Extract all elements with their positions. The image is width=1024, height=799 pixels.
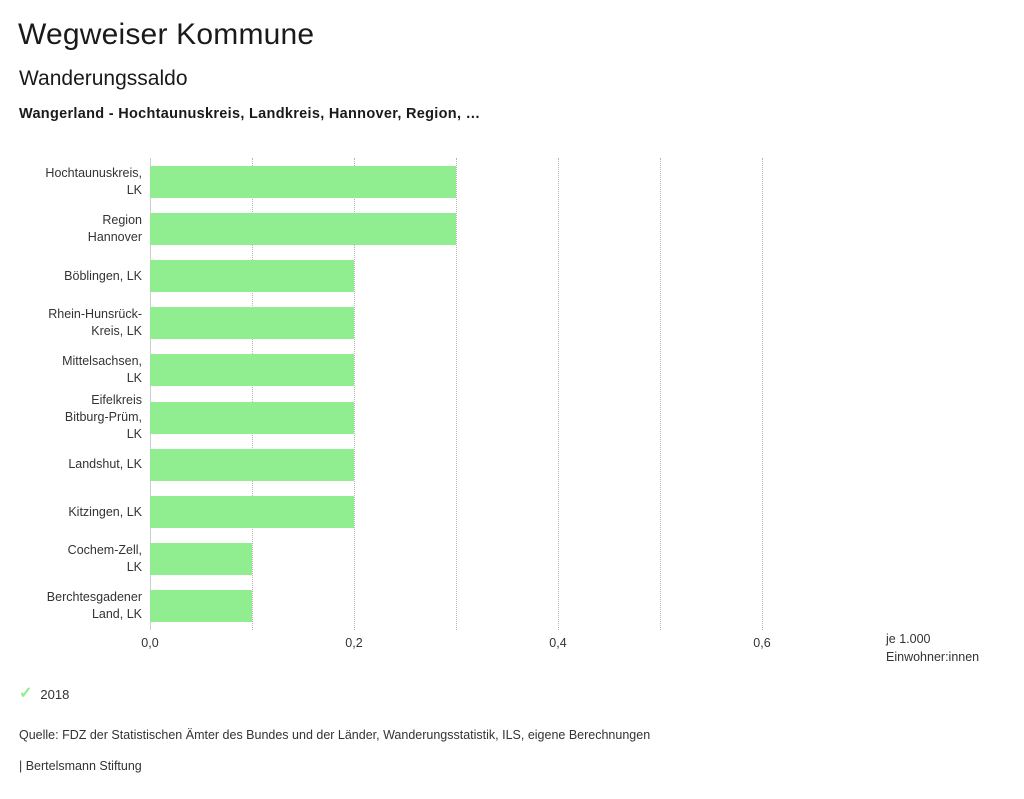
bar[interactable]: [150, 496, 354, 528]
category-label-line: Eifelkreis: [91, 393, 142, 408]
x-axis-tick-label: 0,6: [753, 636, 771, 650]
gridline: [558, 158, 559, 630]
organisation-note: | Bertelsmann Stiftung: [19, 759, 142, 773]
source-note: Quelle: FDZ der Statistischen Ämter des Bundes und der Länder, Wanderungsstatistik, ILS, eigene Berechnungen: [19, 728, 651, 742]
bar[interactable]: [150, 543, 252, 575]
category-label-line: Kitzingen, LK: [68, 504, 142, 519]
chart-subtitle: Wanderungssaldo: [19, 67, 188, 90]
bar[interactable]: [150, 402, 354, 434]
axis-unit-line2: Einwohner:innen: [886, 650, 980, 664]
category-label-line: Region: [102, 212, 142, 227]
chart-caption: Wangerland - Hochtaunuskreis, Landkreis, Hannover, Region, …: [19, 106, 481, 122]
category-label-line: Berchtesgadener: [46, 590, 142, 605]
x-axis-tick-label: 0,0: [141, 636, 159, 650]
category-label-line: Mittelsachsen,: [62, 354, 142, 369]
x-axis-tick-label: 0,4: [549, 636, 567, 650]
category-label-line: Land, LK: [91, 607, 142, 622]
category-label-line: LK: [126, 560, 142, 575]
category-label: [2, 165, 142, 199]
category-label-line: Cochem-Zell,: [67, 543, 142, 558]
category-axis: [0, 158, 142, 630]
category-label-line: Hochtaunuskreis,: [45, 165, 142, 180]
axis-unit-line1: je 1.000: [886, 632, 931, 646]
category-label-line: Böblingen, LK: [64, 268, 142, 283]
category-label: [2, 268, 142, 285]
gridline: [456, 158, 457, 630]
category-label: [2, 542, 142, 576]
category-label: [2, 353, 142, 387]
category-label-line: Bitburg-Prüm,: [64, 410, 142, 425]
gridline: [660, 158, 661, 630]
category-label: [2, 456, 142, 473]
category-label-line: Landshut, LK: [68, 457, 142, 472]
category-label-line: LK: [126, 371, 142, 386]
legend-item-label: 2018: [40, 686, 70, 702]
legend[interactable]: [19, 686, 69, 702]
bar[interactable]: [150, 590, 252, 622]
plot-area: [141, 158, 864, 650]
page-title: Wegweiser Kommune: [18, 18, 315, 51]
bar[interactable]: [150, 260, 354, 292]
category-label: [2, 589, 142, 623]
bar[interactable]: [150, 449, 354, 481]
x-axis-tick-label: 0,2: [345, 636, 363, 650]
gridline: [762, 158, 763, 630]
category-label-line: LK: [126, 427, 142, 442]
axis-unit-label: [886, 630, 1016, 666]
category-label-line: Rhein-Hunsrück-: [48, 307, 142, 322]
bar[interactable]: [150, 354, 354, 386]
bar[interactable]: [150, 213, 456, 245]
check-icon: ✓: [19, 685, 33, 702]
category-label: [2, 504, 142, 521]
category-label-line: Hannover: [87, 229, 142, 244]
category-label: [2, 392, 142, 443]
category-label: [2, 306, 142, 340]
category-label-line: LK: [126, 182, 142, 197]
bar[interactable]: [150, 307, 354, 339]
category-label-line: Kreis, LK: [91, 324, 142, 339]
category-label: [2, 212, 142, 246]
bar[interactable]: [150, 166, 456, 198]
